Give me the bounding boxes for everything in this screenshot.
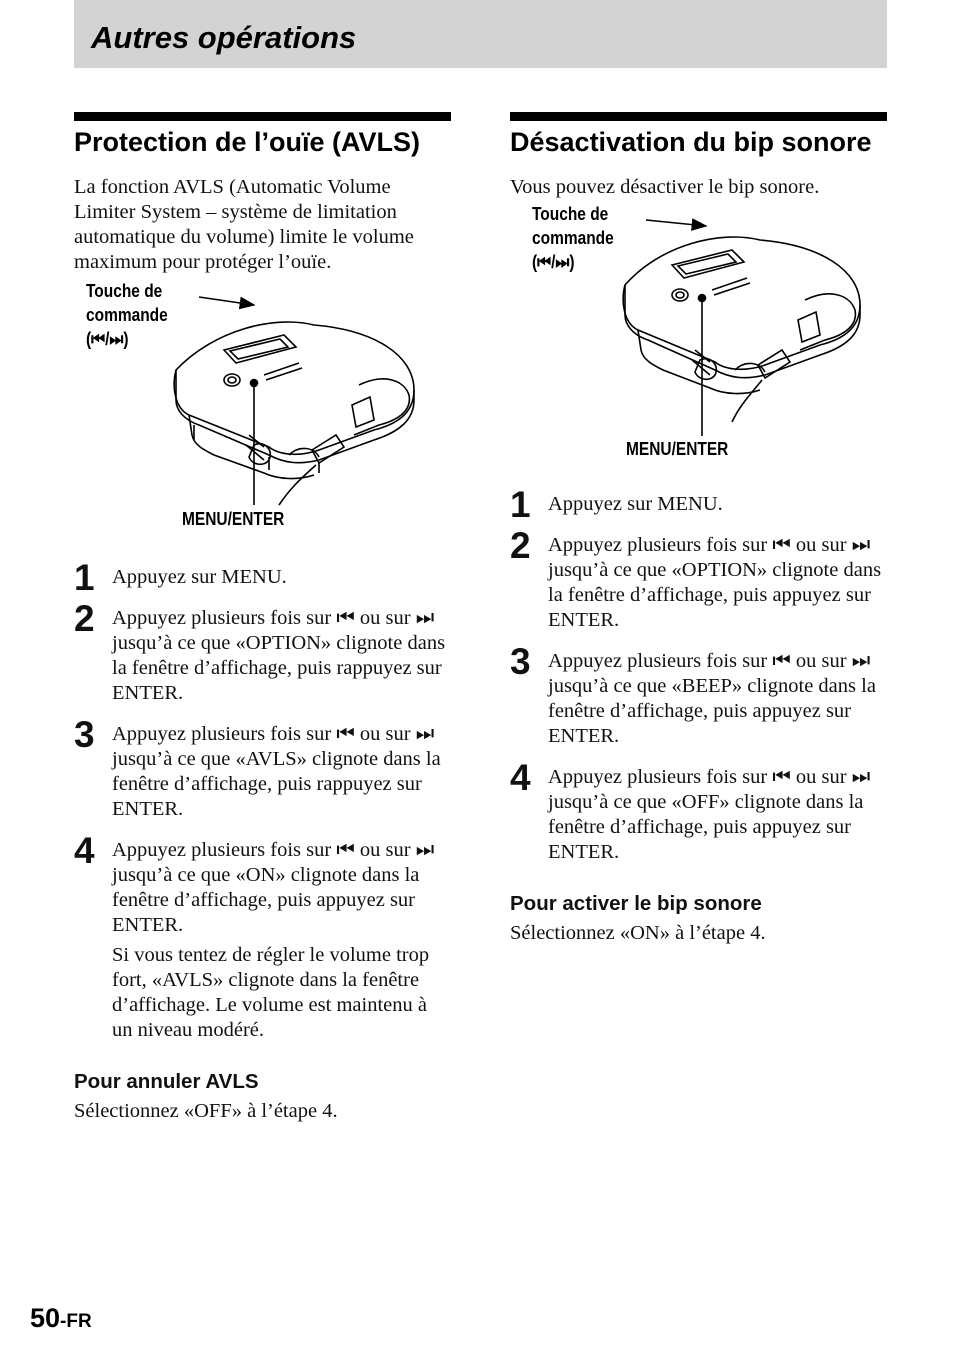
step-4 (510, 757, 887, 865)
step-1 (74, 557, 451, 598)
step-text: Appuyez sur MENU. (112, 566, 287, 588)
step-number: 3 (74, 714, 95, 755)
step-text: Appuyez sur MENU. (548, 493, 723, 515)
step-2 (510, 525, 887, 633)
heading-rule (74, 112, 451, 121)
touch-label-line2: commande (86, 305, 168, 325)
right-subtext: Sélectionnez «ON» à l’étape 4. (510, 922, 766, 944)
step-3 (74, 714, 451, 822)
step-text: Appuyez plusieurs fois sur ⏮ ou sur ⏭ jusqu’à ce que «BEEP» clignote dans la fenêtre d’affichage, puis appuyez sur ENTER. (548, 650, 876, 747)
touch-label-line3: (⏮/⏭) (86, 329, 129, 349)
step-text: Appuyez plusieurs fois sur ⏮ ou sur ⏭ jusqu’à ce que «OPTION» clignote dans la fenêtre d’affichage, puis rappuyez sur ENTER. (112, 607, 446, 704)
left-column (74, 112, 451, 1124)
left-subtext: Sélectionnez «OFF» à l’étape 4. (74, 1100, 338, 1122)
step-4 (74, 830, 451, 1043)
step-number: 3 (510, 641, 531, 682)
step-3 (510, 641, 887, 749)
right-intro: Vous pouvez désactiver le bip sonore. (510, 176, 820, 198)
touch-label (532, 202, 614, 274)
section-title: Autres opérations (91, 20, 357, 55)
step-number: 2 (510, 525, 531, 566)
page-number-suffix: -FR (60, 1311, 92, 1332)
step-number: 1 (74, 557, 95, 598)
step-text: Appuyez plusieurs fois sur ⏮ ou sur ⏭ jusqu’à ce que «OFF» clignote dans la fenêtre d’affichage, puis appuyez sur ENTER. (548, 766, 871, 863)
left-intro: La fonction AVLS (Automatic Volume Limiter System – système de limitation automatique du volume) limite le volume maximum pour protéger l’ouïe. (74, 176, 414, 273)
right-column (510, 112, 887, 946)
heading-rule (510, 112, 887, 121)
step-text: Appuyez plusieurs fois sur ⏮ ou sur ⏭ jusqu’à ce que «ON» clignote dans la fenêtre d’affichage, puis appuyez sur ENTER. (112, 839, 435, 936)
step-number: 4 (74, 830, 95, 871)
step-number: 2 (74, 598, 95, 639)
step-text: Appuyez plusieurs fois sur ⏮ ou sur ⏭ jusqu’à ce que «AVLS» clignote dans la fenêtre d’affichage, puis rappuyez sur ENTER. (112, 723, 441, 820)
menu-enter-label: MENU/ENTER (626, 439, 729, 459)
section-banner (74, 0, 887, 68)
touch-label (86, 279, 168, 351)
step-text: Appuyez plusieurs fois sur ⏮ ou sur ⏭ jusqu’à ce que «OPTION» clignote dans la fenêtre d’affichage, puis appuyez sur ENTER. (548, 534, 882, 631)
left-device-figure (74, 275, 451, 560)
menu-enter-label: MENU/ENTER (182, 509, 285, 529)
page-number-value: 50 (30, 1303, 61, 1333)
touch-label-line2: commande (532, 228, 614, 248)
step-number: 4 (510, 757, 531, 798)
touch-label-line1: Touche de (532, 204, 609, 224)
right-subheading: Pour activer le bip sonore (510, 892, 762, 915)
step-number: 1 (510, 484, 531, 525)
step-note: Si vous tentez de régler le volume trop fort, «AVLS» clignote dans la fenêtre d’affichage. Le volume est maintenu à un niveau modéré. (112, 944, 430, 1041)
step-1 (510, 484, 887, 525)
step-2 (74, 598, 451, 706)
touch-label-line3: (⏮/⏭) (532, 252, 575, 272)
page-number (30, 1303, 92, 1334)
left-heading: Protection de l’ouïe (AVLS) (74, 127, 421, 157)
left-subheading: Pour annuler AVLS (74, 1070, 259, 1093)
touch-label-line1: Touche de (86, 281, 163, 301)
right-device-figure (510, 200, 887, 490)
right-heading: Désactivation du bip sonore (510, 127, 872, 157)
